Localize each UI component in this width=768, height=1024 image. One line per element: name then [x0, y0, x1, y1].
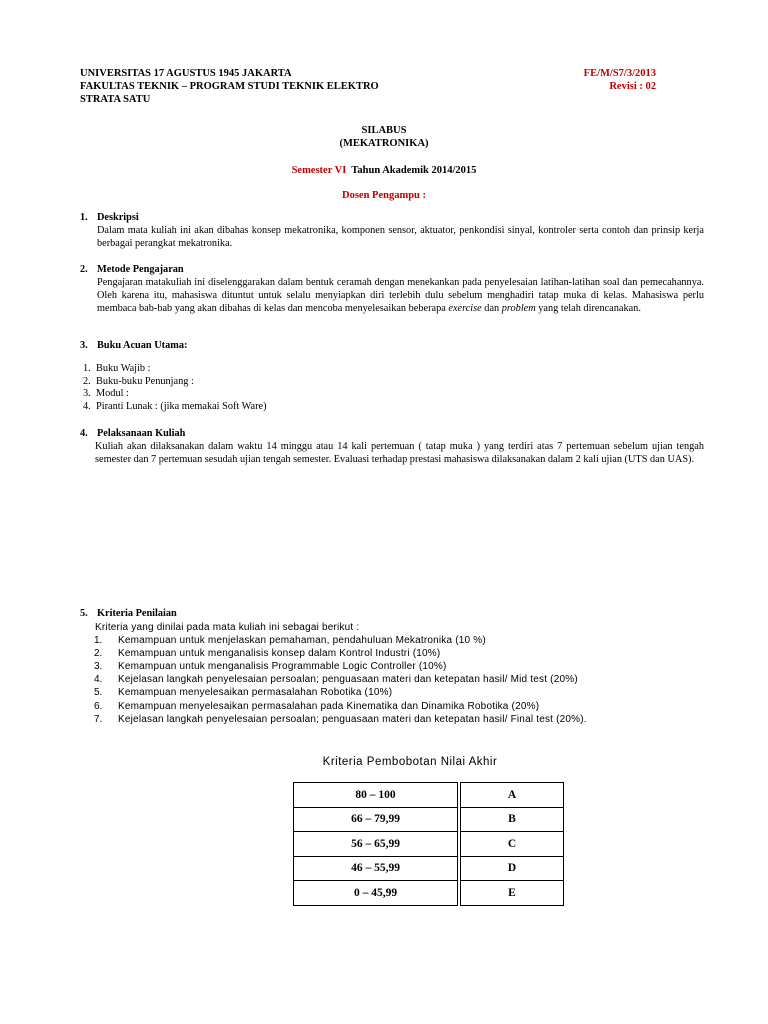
university-name: UNIVERSITAS 17 AGUSTUS 1945 JAKARTA	[80, 68, 292, 79]
section-body: Kuliah akan dilaksanakan dalam waktu 14 minggu atau 14 kali pertemuan ( tatap muka ) yang terdiri atas 7 pertemuan sebelum ujian tengah semester dan 7 pertemuan sesudah ujian tengah semester. Evaluasi terhadap prestasi mahasiswa dilaksanakan dalam 2 kali ujian (UTS dan UAS).	[95, 441, 704, 465]
list-item: 4. Kejelasan langkah penyelesaian persoalan; penguasaan materi dan ketepatan hasil/ Mid test (20%)	[94, 674, 578, 686]
section-number: 1.	[80, 212, 88, 223]
table-row	[294, 783, 564, 808]
section-heading: Kriteria Penilaian	[97, 608, 177, 619]
list-item: 1. Kemampuan untuk menjelaskan pemahaman, pendahuluan Mekatronika (10 %)	[94, 635, 486, 647]
semester-label: Semester VI	[291, 165, 347, 176]
institution-header	[80, 67, 379, 106]
section-body: Dalam mata kuliah ini akan dibahas konsep mekatronika, komponen sensor, aktuator, penkondisi sinyal, kontroler serta contoh dan prinsip kerja berbagai perangkat mekatronika.	[97, 225, 704, 249]
section-body	[97, 276, 704, 315]
lecturer-label: Dosen Pengampu :	[341, 190, 426, 201]
list-item: 5. Kemampuan menyelesaikan permasalahan Robotika (10%)	[94, 687, 393, 699]
section-deskripsi	[80, 211, 704, 251]
emphasis-exercise: exercise	[448, 303, 482, 314]
grading-table	[293, 782, 564, 906]
semester-line	[0, 164, 768, 177]
program-level: STRATA SATU	[80, 94, 151, 105]
section-heading: Deskripsi	[97, 212, 139, 223]
table-row	[294, 807, 564, 832]
table-row	[294, 832, 564, 857]
section-metode-pengajaran	[80, 263, 704, 329]
faculty-name: FAKULTAS TEKNIK – PROGRAM STUDI TEKNIK ELEKTRO	[80, 81, 379, 92]
grade-letter: D	[461, 856, 564, 881]
grade-range: 0 – 45,99	[294, 881, 458, 906]
list-item: 3. Kemampuan untuk menganalisis Programmable Logic Controller (10%)	[94, 661, 447, 673]
grade-letter: A	[461, 783, 564, 808]
criteria-list	[80, 621, 720, 726]
section-heading: Buku Acuan Utama:	[97, 340, 188, 351]
revision-label: Revisi : 02	[609, 81, 656, 92]
section-number: 3.	[80, 340, 88, 351]
academic-year: Tahun Akademik 2014/2015	[351, 165, 477, 176]
section-number: 2.	[80, 264, 88, 275]
document-code: FE/M/S7/3/2013	[583, 68, 656, 79]
table-row	[294, 881, 564, 906]
grade-range: 56 – 65,99	[294, 832, 458, 857]
list-item: 2. Kemampuan untuk menganalisis konsep dalam Kontrol Industri (10%)	[94, 648, 441, 660]
document-code-block	[560, 67, 656, 93]
body-text: yang telah direncanakan.	[535, 303, 641, 314]
grade-letter: C	[461, 832, 564, 857]
grade-letter: B	[461, 807, 564, 832]
section-buku-acuan	[80, 339, 704, 353]
grade-range: 46 – 55,99	[294, 856, 458, 881]
body-text: dan	[481, 303, 502, 314]
section-kriteria-penilaian	[80, 607, 704, 621]
grade-range: 66 – 79,99	[294, 807, 458, 832]
grading-title: Kriteria Pembobotan Nilai Akhir	[322, 756, 498, 768]
emphasis-problem: problem	[501, 303, 536, 314]
section-number: 5.	[80, 608, 88, 619]
criteria-intro: Kriteria yang dinilai pada mata kuliah ini sebagai berikut :	[95, 622, 360, 633]
list-item: 6. Kemampuan menyelesaikan permasalahan pada Kinematika dan Dinamika Robotika (20%)	[94, 700, 540, 712]
document-title: SILABUS	[361, 125, 407, 136]
table-row	[294, 856, 564, 881]
section-heading: Metode Pengajaran	[97, 264, 184, 275]
section-pelaksanaan-kuliah	[80, 427, 704, 481]
grade-letter: E	[461, 881, 564, 906]
grade-range: 80 – 100	[294, 783, 458, 808]
section-heading: Pelaksanaan Kuliah	[97, 428, 186, 439]
section-number: 4.	[80, 428, 88, 439]
list-item: 7. Kejelasan langkah penyelesaian persoalan; penguasaan materi dan ketepatan hasil/ Final test (20%).	[94, 713, 587, 725]
course-name: (MEKATRONIKA)	[339, 138, 429, 149]
body-text: Pengajaran matakuliah ini diselenggarakan dalam bentuk ceramah dengan menekankan pada penyelesaian latihan-latihan soal dan pemecahannya. Oleh karena itu, mahasiswa dituntut untuk selalu menyiapkan diri terlebih dulu sebelum menghadiri tatap muka di kelas. Mahasiswa perlu membaca bab-bab yang akan dibahas di kelas dan mencoba menyelesaikan beberapa	[97, 277, 704, 314]
